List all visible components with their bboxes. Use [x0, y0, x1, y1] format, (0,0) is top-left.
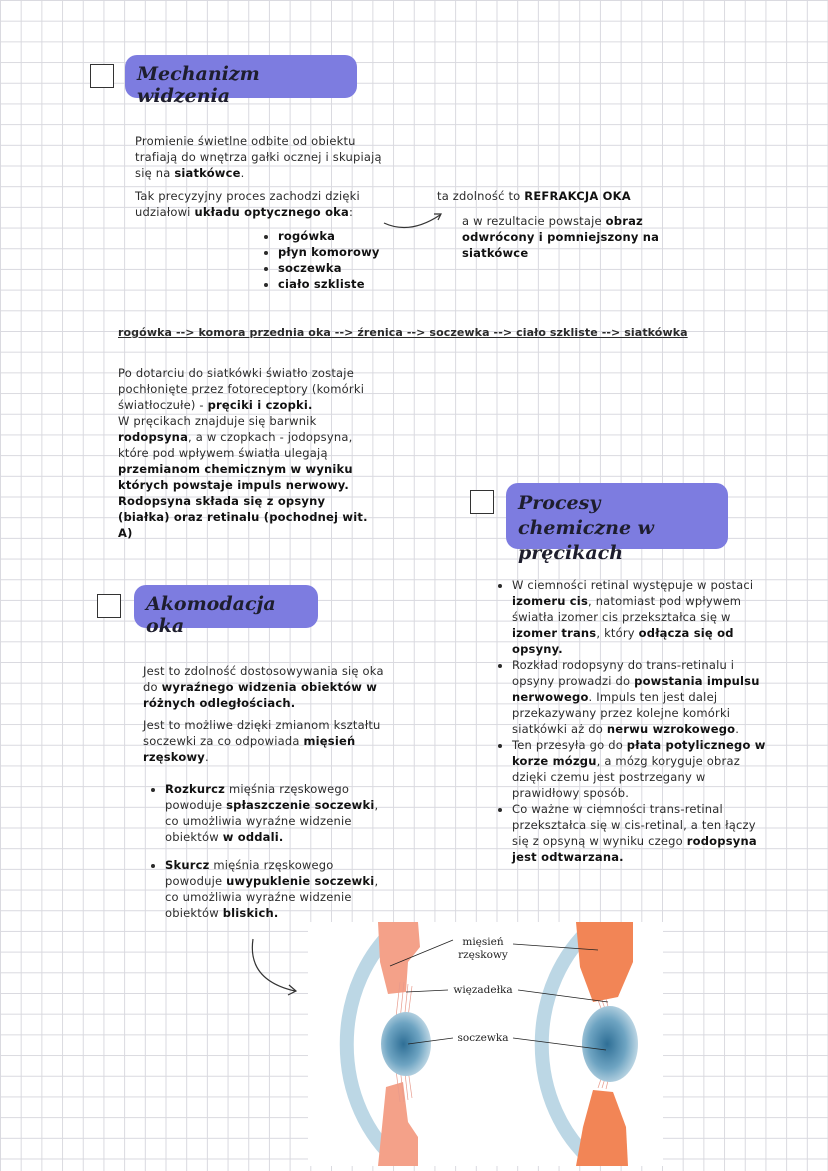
chemical-item-1: • W ciemności retinal występuje w postaci izomeru cis, natomiast pod wpływem światła izomer cis przekształca się w izomer trans, który odłącza się od opsyny.: [512, 577, 772, 657]
receptors-b1: pręciki i czopki.: [207, 398, 313, 412]
accommodation-p1: Jest to zdolność dostosowywania się oka do wyraźnego widzenia obiektów w różnych odległościach.: [143, 664, 384, 710]
refraction-bold: REFRAKCJA OKA: [524, 189, 631, 203]
lens-flat: [381, 1012, 431, 1076]
intro2-bold: układu optycznego oka: [194, 205, 349, 219]
intro-bold: siatkówce: [174, 166, 241, 180]
title-mechanism: Mechanizm widzenia: [125, 55, 357, 98]
result: [462, 213, 672, 261]
arrow-curve-icon: [245, 935, 305, 1000]
chemical-item-2: • Rozkład rodopsyny do trans-retinalu i opsyny prowadzi do powstania impulsu nerwowego. Impuls ten jest dalej przekazywany przez kolejne komórki siatkówki aż do nerwu wzrokowego.: [512, 657, 772, 737]
receptors-text: [118, 365, 380, 541]
accommodation-bullet-2: • Skurcz mięśnia rzęskowego powoduje uwypuklenie soczewki, co umożliwia wyraźne widzenie obiektów bliskich.: [147, 857, 387, 921]
accommodation-p2: Jest to możliwe dzięki zmianom kształtu soczewki za co odpowiada mięsień rzęskowy.: [143, 718, 381, 764]
receptors-b3: przemianom chemicznym w wyniku których powstaje impuls nerwowy. Rodopsyna składa się z opsyny (białka) oraz retinalu (pochodnej wit. A): [118, 462, 368, 540]
chemical-list: [494, 577, 772, 865]
receptors-b2: rodopsyna: [118, 430, 189, 444]
refraction: [437, 188, 697, 204]
optics-item: • soczewka: [278, 260, 400, 276]
intro-text: Promienie świetlne odbite od obiektu trafiają do wnętrza gałki ocznej i skupiają się na: [135, 134, 382, 180]
accommodation-figure: [308, 922, 663, 1166]
refraction-prefix: ta zdolność to: [437, 189, 521, 203]
light-path: rogówka --> komora przednia oka --> źrenica --> soczewka --> ciało szkliste --> siatkówka: [118, 326, 688, 339]
mechanism-intro-1: Promienie świetlne odbite od obiektu trafiają do wnętrza gałki ocznej i skupiają się na siatkówce.: [135, 134, 382, 180]
title-accommodation: Akomodacja oka: [134, 585, 318, 628]
accommodation-bullet-1: • Rozkurcz mięśnia rzęskowego powoduje spłaszczenie soczewki, co umożliwia wyraźne widzenie obiektów w oddali.: [147, 781, 387, 845]
intro2-text: Tak precyzyjny proces zachodzi dzięki udziałowi: [135, 189, 360, 219]
title-chemical: Procesy chemiczne w pręcikach: [506, 483, 728, 549]
receptors-t3: , a w czopkach - jodopsyna, które pod wpływem światła ulegają: [118, 430, 353, 460]
lens-round: [582, 1006, 638, 1082]
mechanism-intro-2: Tak precyzyjny proces zachodzi dzięki udziałowi układu optycznego oka:: [135, 189, 360, 219]
result-bold: obraz odwrócony i pomniejszony na siatkówce: [462, 214, 660, 260]
optics-item: • płyn komorowy: [278, 244, 400, 260]
receptors-t2: W pręcikach znajduje się barwnik: [118, 414, 317, 428]
label-muscle: mięsień rzęskowy: [458, 936, 508, 961]
optics-item: • rogówka: [278, 228, 400, 244]
receptors-t1: Po dotarciu do siatkówki światło zostaje pochłonięte przez fotoreceptory (komórki światłoczułe) -: [118, 366, 365, 412]
optics-item: • ciało szkliste: [278, 276, 400, 292]
chemical-item-3: • Ten przesyła go do płata potylicznego w korze mózgu, a mózg koryguje obraz dzięki czemu jest postrzegany w prawidłowy sposób.: [512, 737, 772, 801]
checkbox-accommodation[interactable]: [97, 594, 121, 618]
chemical-item-4: • Co ważne w ciemności trans-retinal przekształca się w cis-retinal, a ten łączy się z opsyną w wyniku czego rodopsyna jest odtwarzana.: [512, 801, 772, 865]
checkbox-mechanism[interactable]: [90, 64, 114, 88]
arrow-curve-icon: [380, 205, 450, 235]
label-zonule: więzadełka: [453, 984, 513, 996]
label-lens: soczewka: [457, 1032, 509, 1044]
checkbox-chemical[interactable]: [470, 490, 494, 514]
result-prefix: a w rezultacie powstaje: [462, 214, 602, 228]
optics-list: [260, 228, 400, 292]
